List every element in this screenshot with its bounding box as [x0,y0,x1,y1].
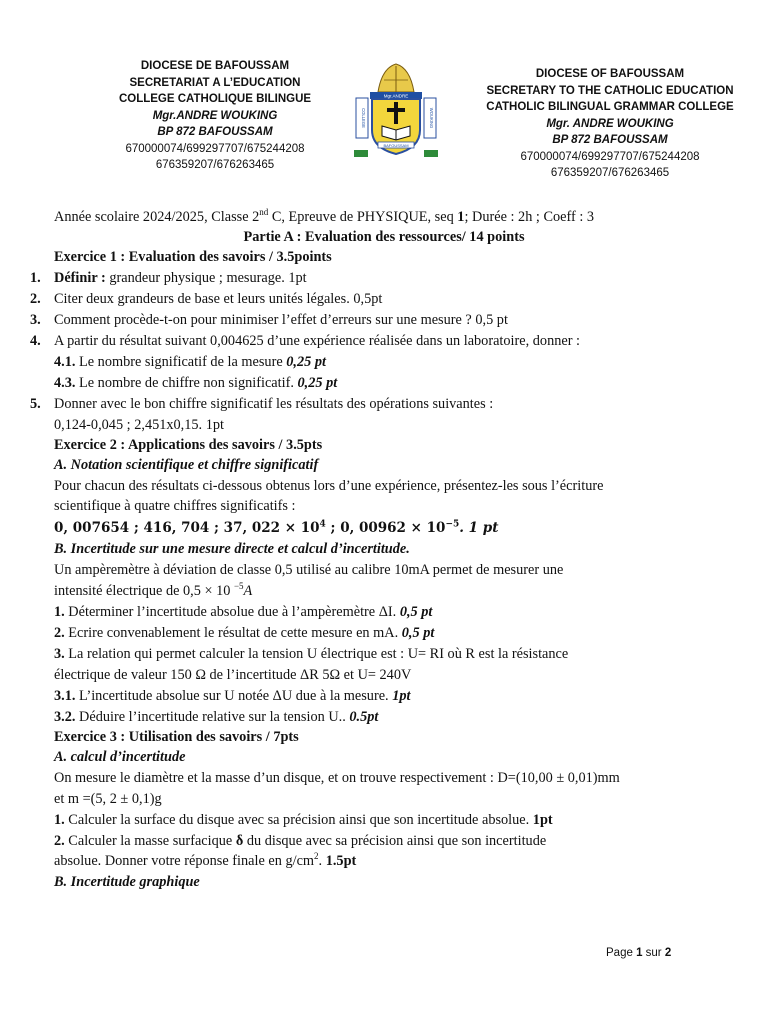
question-text: grandeur physique ; mesurage. 1pt [105,270,307,286]
exponent: 2 [314,851,319,862]
ex3-question-2-cont [54,852,356,871]
question-text: absolue. Donner votre réponse finale en g/cm [54,853,315,869]
header-left-line: Mgr.ANDRE WOUKING [152,109,278,122]
partie-a-title: Partie A : Evaluation des ressources/ 14 points [243,229,525,245]
exercise-3-title: Exercice 3 : Utilisation des savoirs / 7pts [54,729,299,745]
question-text: Calculer la surface du disque avec sa précision ainsi que son incertitude absolue. [64,812,533,828]
delta-symbol: δ [235,833,244,849]
ex2-part-a-values [54,519,498,538]
question-number: 1. [30,270,41,286]
question-number: 3. [30,312,41,328]
unit: A [243,583,253,599]
values-text: 0, 007654 ; 416, 704 ; 37, 022 × 10 [54,520,320,536]
exponent: 4 [319,519,326,530]
header-right-line: BP 872 BAFOUSSAM [552,134,668,146]
ex3-part-a-text: On mesure le diamètre et la masse d’un disque, et on trouve respectivement : D=(10,00 ± 0,01)mm [54,770,620,786]
logo-bottom-text: BAFOUSSAM [383,143,409,148]
ex2-b-question-3-text: électrique de valeur 150 Ω de l’incertitude ΔR 5Ω et U= 240V [54,667,412,683]
header-left-line: BP 872 BAFOUSSAM [157,126,273,138]
ex1-question-2 [30,290,383,309]
question-points: 0,5 pt [401,625,435,641]
exam-info-seq: 1 [457,209,465,225]
ex1-question-5 [30,395,494,414]
question-text: Comment procède-t-on pour minimiser l’effet d’erreurs sur une mesure ? 0,5 pt [54,312,508,328]
question-text: Donner avec le bon chiffre significatif les résultats des opérations suivantes : [54,396,494,412]
logo-right-text: WOUKING [429,107,434,129]
ex3-question-1 [54,811,553,830]
footer-total-pages: 2 [664,947,672,959]
ex1-question-1 [30,269,307,288]
ex1-question-4-3 [54,374,337,393]
question-number: 1. [54,812,65,828]
logo-left-text: COLLEGE [361,108,366,128]
ex2-b-question-3-1 [54,687,410,706]
ex2-part-a-title: A. Notation scientifique et chiffre significatif [54,457,319,473]
header-right-line: Mgr. ANDRE WOUKING [546,117,674,130]
exercise-1-title: Exercice 1 : Evaluation des savoirs / 3.5points [54,249,332,265]
question-points: 1pt [392,688,411,704]
ex1-question-3 [30,311,508,330]
question-number: 3.2. [54,709,76,725]
question-text: du disque avec sa précision ainsi que son incertitude [243,833,547,849]
question-text: Déduire l’incertitude relative sur la tension U.. [75,709,350,725]
question-number: 4. [30,333,41,349]
question-points: 0,25 pt [286,354,326,370]
header-left-line: SECRETARIAT A L’EDUCATION [129,76,301,89]
question-number: 2. [54,625,65,641]
question-number: 3.1. [54,688,76,704]
page-footer [606,947,671,959]
values-text: ; 0, 00962 × 10 [325,520,446,536]
question-number: 4.3. [54,375,76,391]
header-right-line: SECRETARY TO THE CATHOLIC EDUCATION [486,84,734,97]
exponent: −5 [445,519,460,530]
question-text: La relation qui permet calculer la tension U électrique est : U= RI où R est la résistance [64,646,569,662]
question-text: L’incertitude absolue sur U notée ΔU due à la mesure. [75,688,393,704]
ex2-b-question-2 [54,624,434,643]
header-left [90,58,340,174]
question-points: 0,25 pt [297,375,338,391]
question-text: A partir du résultat suivant 0,004625 d’une expérience réalisée dans un laboratoire, donner : [54,333,581,349]
question-text: Déterminer l’incertitude absolue due à l’ampèremètre ΔI. [64,604,400,620]
question-text: . [318,853,326,869]
ex2-b-question-3 [54,645,568,664]
question-number: 2. [54,833,65,849]
header-right-line: CATHOLIC BILINGUAL GRAMMAR COLLEGE [486,101,734,113]
header-right-line: 670000074/699297707/675244208 [520,150,700,163]
question-points: 1.5pt [325,853,357,869]
ex1-question-4-1 [54,353,326,372]
footer-text: Page [606,947,637,959]
header-left-line: COLLEGE CATHOLIQUE BILINGUE [118,93,312,105]
exam-info-text: C, Epreuve de PHYSIQUE, seq [268,209,458,225]
ex2-part-a-text: Pour chacun des résultats ci-dessous obtenus lors d’une expérience, présentez-les sous l’écriture [54,478,604,494]
question-number: 5. [30,396,41,412]
footer-text: sur [642,947,665,959]
ex3-part-b-title: B. Incertitude graphique [54,874,200,890]
ex3-part-a-text: et m =(5, 2 ± 0,1)g [54,791,162,807]
question-number: 3. [54,646,65,662]
exam-info-text: ; Durée : 2h ; Coeff : 3 [464,209,595,225]
question-text: Le nombre de chiffre non significatif. [75,375,298,391]
ex3-question-2 [54,832,546,851]
question-number: 4.1. [54,354,76,370]
ex3-part-a-title: A. calcul d’incertitude [54,749,186,765]
question-text: Ecrire convenablement le résultat de cette mesure en mA. [64,625,402,641]
ex2-b-question-3-2 [54,708,378,727]
question-points: 0.5pt [349,709,379,725]
header-right [465,66,755,182]
exam-info [54,208,594,227]
exponent: −5 [233,581,244,592]
ex1-question-5-operations: 0,124-0,045 ; 2,451x0,15. 1pt [54,417,224,433]
ex2-part-b-text [54,582,252,601]
question-text: Le nombre significatif de la mesure [75,354,287,370]
question-points: 0,5 pt [399,604,433,620]
footer-page-number: 1 [636,947,643,959]
logo-top-text: Mgr.ANDRE [383,93,409,99]
question-points: 1pt [532,812,553,828]
header-left-line: 670000074/699297707/675244208 [125,142,305,155]
ex1-question-4 [30,332,581,351]
header-right-line: 676359207/676263465 [550,167,670,179]
header-left-line: 676359207/676263465 [155,159,275,171]
ex2-part-a-text: scientifique à quatre chiffres significatifs : [54,498,296,514]
ex2-part-b-text: Un ampèremètre à déviation de classe 0,5 utilisé au calibre 10mA permet de mesurer une [54,562,564,578]
question-keyword: Définir : [54,270,106,286]
question-points: . 1 pt [459,520,499,536]
header-right-line: DIOCESE OF BAFOUSSAM [535,68,685,80]
exam-info-text: Année scolaire 2024/2025, Classe 2 [54,209,260,225]
exercise-2-title: Exercice 2 : Applications des savoirs / 3.5pts [54,437,323,453]
question-text: Calculer la masse surfacique [64,833,236,849]
question-number: 1. [54,604,65,620]
question-text: Citer deux grandeurs de base et leurs unités légales. 0,5pt [54,291,383,307]
school-crest-logo [348,62,444,160]
header-left-line: DIOCESE DE BAFOUSSAM [140,60,290,72]
question-number: 2. [30,291,41,307]
ex2-b-question-1 [54,603,432,622]
ex2-part-b-title: B. Incertitude sur une mesure directe et calcul d’incertitude. [54,541,410,557]
text: intensité électrique de 0,5 × 10 [54,583,234,599]
exam-info-sup: nd [259,207,269,218]
